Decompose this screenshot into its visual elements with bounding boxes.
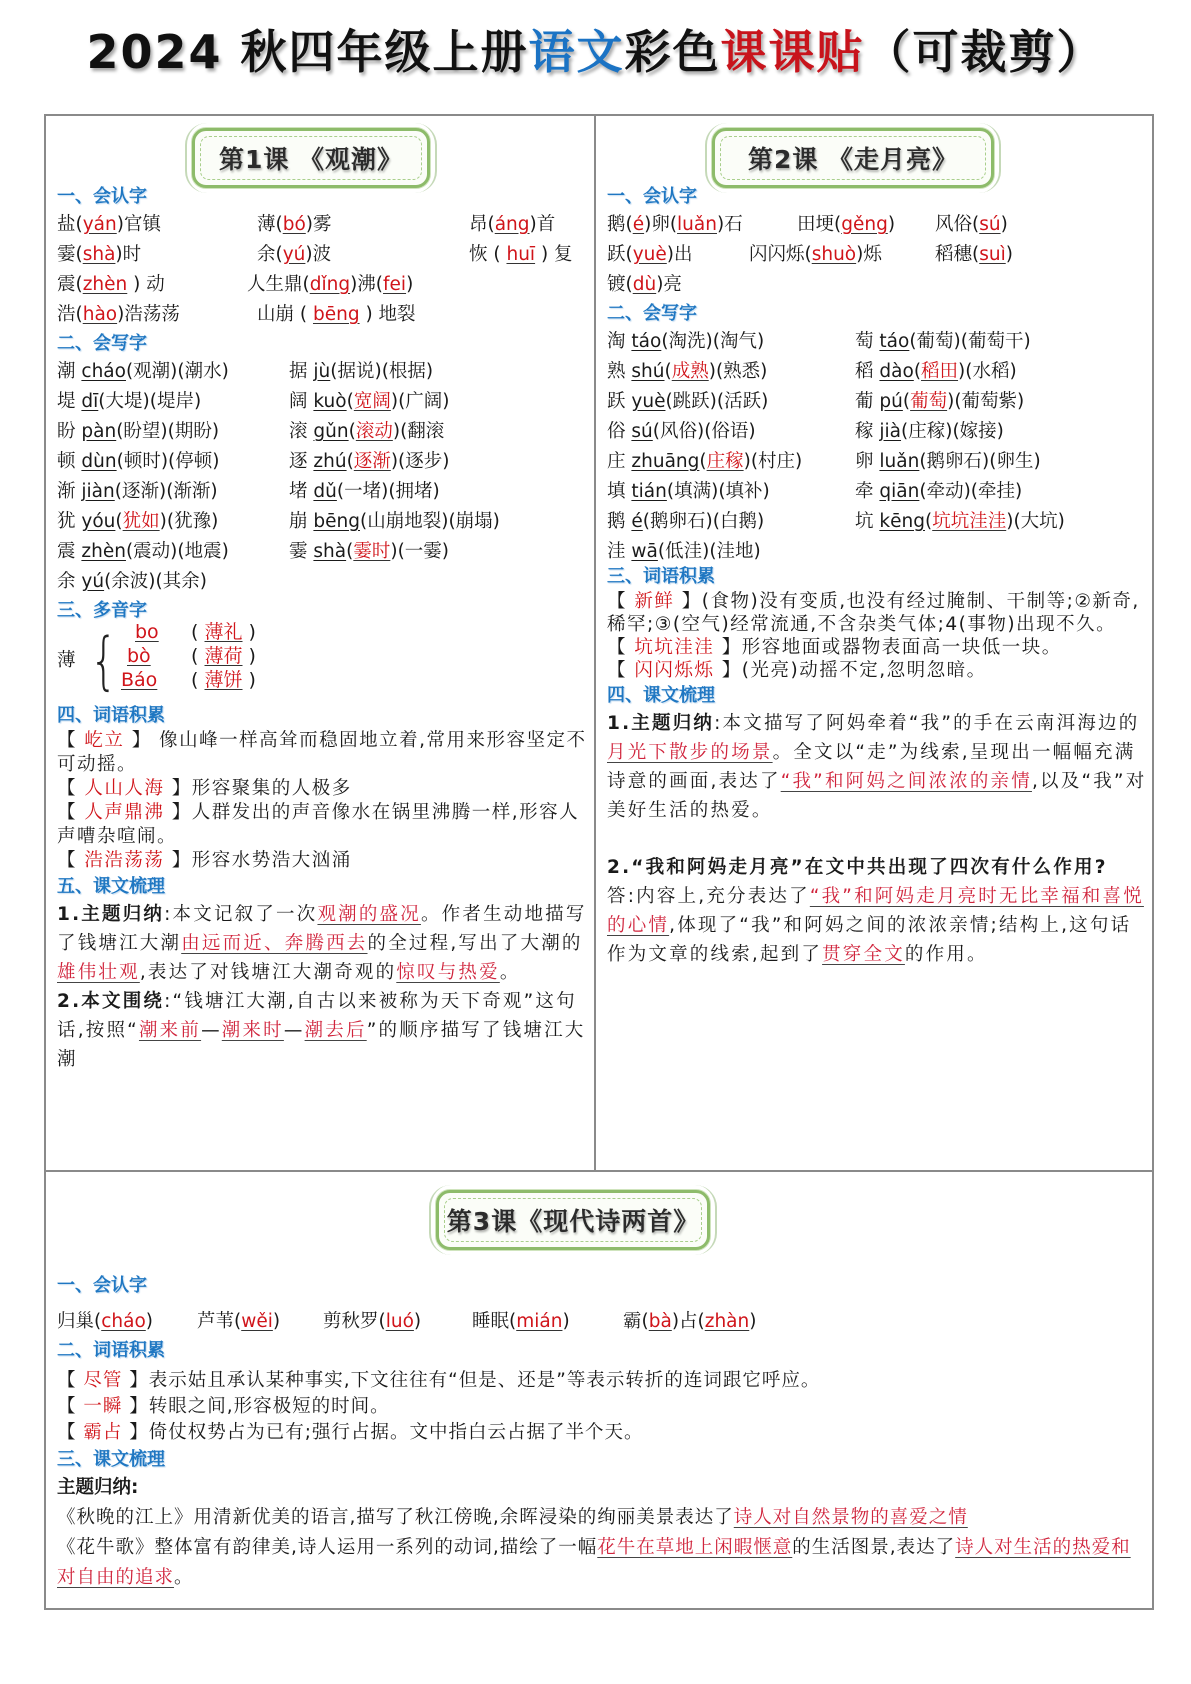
- recognize-item: 田埂(gěng): [797, 214, 896, 235]
- recognize-item: 镀(dù)亮: [607, 274, 682, 295]
- lesson1-badge: [192, 128, 430, 188]
- lesson3-badge: [436, 1190, 710, 1250]
- section-heading: 三、课文梳理: [57, 1449, 165, 1470]
- recognize-item: 跃(yuè)出: [607, 244, 693, 265]
- section-heading: 一、会认字: [57, 1275, 147, 1296]
- recognize-item: 稻穗(suì): [935, 244, 1013, 265]
- recognize-item: 盐(yán)官镇: [57, 214, 161, 235]
- lesson2-title: 第2课 《走月亮》: [747, 145, 959, 174]
- poem1-summary: 《秋晚的江上》用清新优美的语言,描写了秋江傍晚,余晖浸染的绚丽美景表达了诗人对自然景物的喜爱之情: [57, 1507, 968, 1528]
- title-note: （可裁剪）: [864, 25, 1105, 79]
- recognize-item: 薄(bó)雾: [257, 214, 332, 235]
- write-list: [57, 357, 587, 597]
- theme-summary: 1.主题归纳:本文描写了阿妈牵着“我”的手在云南洱海边的月光下散步的场景。全文以“走”为线索,呈现出一幅幅充满诗意的画面,表达了“我”和阿妈之间浓浓的亲情,以及“我”对美好生活的热爱。: [607, 713, 1147, 821]
- write-row: [57, 507, 587, 537]
- write-row: [607, 477, 1147, 507]
- vocab-list: [607, 590, 1147, 682]
- vocab-item: 【 尽管 】表示姑且承认某种事实,下文往往有“但是、还是”等表示转折的连词跟它呼应。: [57, 1370, 821, 1391]
- question: 2.“我和阿妈走月亮”在文中共出现了四次有什么作用?: [607, 857, 1108, 878]
- write-item: 葡 pú(葡萄)(葡萄紫): [855, 391, 1025, 412]
- write-item: 跃 yuè(跳跃)(活跃): [607, 391, 769, 412]
- write-item: 堵 dǔ(一堵)(拥堵): [289, 481, 440, 502]
- write-item: 据 jù(据说)(根据): [289, 361, 434, 382]
- title-part: 彩色: [624, 25, 721, 79]
- recognize-item: 霎(shà)时: [57, 244, 142, 265]
- section-heading: 一、会认字: [57, 186, 147, 207]
- write-item: 坑 kēng(坑坑洼洼)(大坑): [855, 511, 1065, 532]
- recognize-row: [607, 270, 1147, 300]
- vocab-list: [57, 1368, 1147, 1446]
- write-item: 渐 jiàn(逐渐)(渐渐): [57, 481, 218, 502]
- polyphone-item: bo ( 薄礼 ): [135, 621, 256, 643]
- vocab-item: 【 坑坑洼洼 】形容地面或器物表面高一块低一块。: [607, 637, 1062, 658]
- write-row: [57, 447, 587, 477]
- recognize-item: 闪闪烁(shuò)烁: [749, 244, 882, 265]
- recognize-item: 归巢(cháo): [57, 1311, 153, 1332]
- recognize-row: [57, 1307, 1147, 1337]
- recognize-item: 恢 ( huī ) 复: [469, 244, 573, 265]
- recognize-item: 人生鼎(dǐng)沸(fei): [247, 274, 414, 295]
- write-item: 鹅 é(鹅卵石)(白鹅): [607, 511, 765, 532]
- write-row: [607, 447, 1147, 477]
- write-item: 庄 zhuāng(庄稼)(村庄): [607, 451, 803, 472]
- write-row: [57, 477, 587, 507]
- write-row: [607, 507, 1147, 537]
- vocab-list: [57, 729, 587, 873]
- recognize-row: [57, 300, 587, 330]
- write-row: [607, 387, 1147, 417]
- write-item: 稼 jià(庄稼)(嫁接): [855, 421, 1004, 442]
- write-item: 阔 kuò(宽阔)(广阔): [289, 391, 450, 412]
- write-item: 堤 dī(大堤)(堤岸): [57, 391, 202, 412]
- lesson2-badge: [712, 128, 994, 188]
- vocab-item: 【 浩浩荡荡 】形容水势浩大汹涌: [57, 850, 352, 871]
- theme-label: 主题归纳:: [57, 1477, 139, 1498]
- write-list: [607, 327, 1147, 567]
- vocab-item: 【 一瞬 】转眼之间,形容极短的时间。: [57, 1396, 390, 1417]
- answer: 答:内容上,充分表达了“我”和阿妈走月亮时无比幸福和喜悦的心情,体现了“我”和阿妈之间的浓浓亲情;结构上,这句话作为文章的线索,起到了贯穿全文的作用。: [607, 886, 1144, 965]
- recognize-item: 风俗(sú): [935, 214, 1008, 235]
- write-item: 余 yú(余波)(其余): [57, 571, 207, 592]
- write-row: [607, 327, 1147, 357]
- theme-summary: 1.主题归纳:本文记叙了一次观潮的盛况。作者生动地描写了钱塘江大潮由远而近、奔腾西去的全过程,写出了大潮的雄伟壮观,表达了对钱塘江大潮奇观的惊叹与热爱。: [57, 904, 587, 983]
- structure-summary: 2.本文围绕:“钱塘江大潮,自古以来被称为天下奇观”这句话,按照“潮来前—潮来时—潮去后”的顺序描写了钱塘江大潮: [57, 991, 586, 1070]
- section-heading: 五、课文梳理: [57, 876, 165, 897]
- write-row: [57, 537, 587, 567]
- recognize-item: 浩(hào)浩荡荡: [57, 304, 180, 325]
- brace-icon: {: [89, 624, 118, 697]
- recognize-row: [57, 270, 587, 300]
- lesson3-panel: [57, 1272, 1147, 1593]
- section-heading: 二、词语积累: [57, 1340, 165, 1361]
- write-item: 卵 luǎn(鹅卵石)(卵生): [855, 451, 1041, 472]
- recognize-row: [57, 210, 587, 240]
- write-row: [607, 417, 1147, 447]
- write-item: 霎 shà(霎时)(一霎): [289, 541, 449, 562]
- write-item: 震 zhèn(震动)(地震): [57, 541, 229, 562]
- page-title: [0, 22, 1191, 82]
- section-heading: 一、会认字: [607, 186, 697, 207]
- write-row: [607, 357, 1147, 387]
- write-item: 稻 dào(稻田)(水稻): [855, 361, 1017, 382]
- recognize-row: [607, 240, 1147, 270]
- lesson3-title: 第3课《现代诗两首》: [446, 1207, 700, 1236]
- write-item: 熟 shú(成熟)(熟悉): [607, 361, 768, 382]
- write-item: 顿 dùn(顿时)(停顿): [57, 451, 220, 472]
- vocab-item: 【 闪闪烁烁 】(光亮)动摇不定,忽明忽暗。: [607, 660, 987, 681]
- write-item: 崩 bēng(山崩地裂)(崩塌): [289, 511, 500, 532]
- recognize-item: 芦苇(wěi): [197, 1311, 281, 1332]
- write-row: [57, 387, 587, 417]
- recognize-item: 霸(bà)占(zhàn): [623, 1311, 757, 1332]
- section-heading: 四、词语积累: [57, 705, 165, 726]
- polyphone-item: Báo ( 薄饼 ): [121, 669, 256, 691]
- title-subject: 语文: [528, 25, 625, 79]
- poem2-summary: 《花牛歌》整体富有韵律美,诗人运用一系列的动词,描绘了一幅花牛在草地上闲暇惬意的生活图景,表达了诗人对生活的热爱和对自由的追求。: [57, 1537, 1131, 1588]
- recognize-item: 山崩 ( bēng ) 地裂: [257, 304, 416, 325]
- section-heading: 三、词语积累: [607, 566, 715, 587]
- title-part: 2024 秋四年级上册: [86, 25, 529, 79]
- write-item: 淘 táo(淘洗)(淘气): [607, 331, 765, 352]
- recognize-item: 昂(áng)首: [469, 214, 556, 235]
- write-row: [57, 357, 587, 387]
- write-row: [607, 537, 1147, 567]
- section-heading: 二、会写字: [607, 303, 697, 324]
- write-row: [57, 567, 587, 597]
- vocab-item: 【 新鲜 】(食物)没有变质,也没有经过腌制、干制等;②新奇,稀罕;③(空气)经常流通,不含杂类气体;4(事物)出现不久。: [607, 591, 1140, 635]
- recognize-item: 鹅(é)卵(luǎn)石: [607, 214, 743, 235]
- recognize-row: [57, 240, 587, 270]
- section-heading: 四、课文梳理: [607, 685, 715, 706]
- recognize-item: 睡眠(mián): [472, 1311, 570, 1332]
- write-item: 填 tián(填满)(填补): [607, 481, 770, 502]
- polyphone-item: bò ( 薄荷 ): [127, 645, 256, 667]
- vocab-item: 【 人山人海 】形容聚集的人极多: [57, 778, 352, 799]
- polyphone-char: 薄: [57, 650, 76, 671]
- title-product: 课课贴: [720, 25, 865, 79]
- lesson2-panel: [607, 183, 1147, 969]
- write-item: 俗 sú(风俗)(俗语): [607, 421, 756, 442]
- write-item: 潮 cháo(观潮)(潮水): [57, 361, 229, 382]
- recognize-item: 震(zhèn ) 动: [57, 274, 165, 295]
- write-item: 洼 wā(低洼)(洼地): [607, 541, 761, 562]
- polyphone-block: [57, 621, 587, 702]
- lesson1-panel: [57, 183, 587, 1074]
- vocab-item: 【 霸占 】倚仗权势占为已有;强行占据。文中指白云占据了半个天。: [57, 1422, 644, 1443]
- section-heading: 三、多音字: [57, 600, 147, 621]
- write-item: 盼 pàn(盼望)(期盼): [57, 421, 220, 442]
- write-item: 牵 qiān(牵动)(牵挂): [855, 481, 1023, 502]
- section-heading: 二、会写字: [57, 333, 147, 354]
- lesson1-title: 第1课 《观潮》: [218, 145, 404, 174]
- write-item: 滚 gǔn(滚动)(翻滚: [289, 421, 445, 442]
- recognize-item: 剪秋罗(luó): [323, 1311, 422, 1332]
- vocab-item: 【 屹立 】 像山峰一样高耸而稳固地立着,常用来形容坚定不可动摇。: [57, 730, 587, 775]
- write-row: [57, 417, 587, 447]
- write-item: 逐 zhú(逐渐)(逐步): [289, 451, 450, 472]
- vocab-item: 【 人声鼎沸 】人群发出的声音像水在锅里沸腾一样,形容人声嘈杂喧闹。: [57, 802, 580, 847]
- write-item: 萄 táo(葡萄)(葡萄干): [855, 331, 1031, 352]
- recognize-item: 余(yú)波: [257, 244, 332, 265]
- recognize-row: [607, 210, 1147, 240]
- write-item: 犹 yóu(犹如)(犹豫): [57, 511, 219, 532]
